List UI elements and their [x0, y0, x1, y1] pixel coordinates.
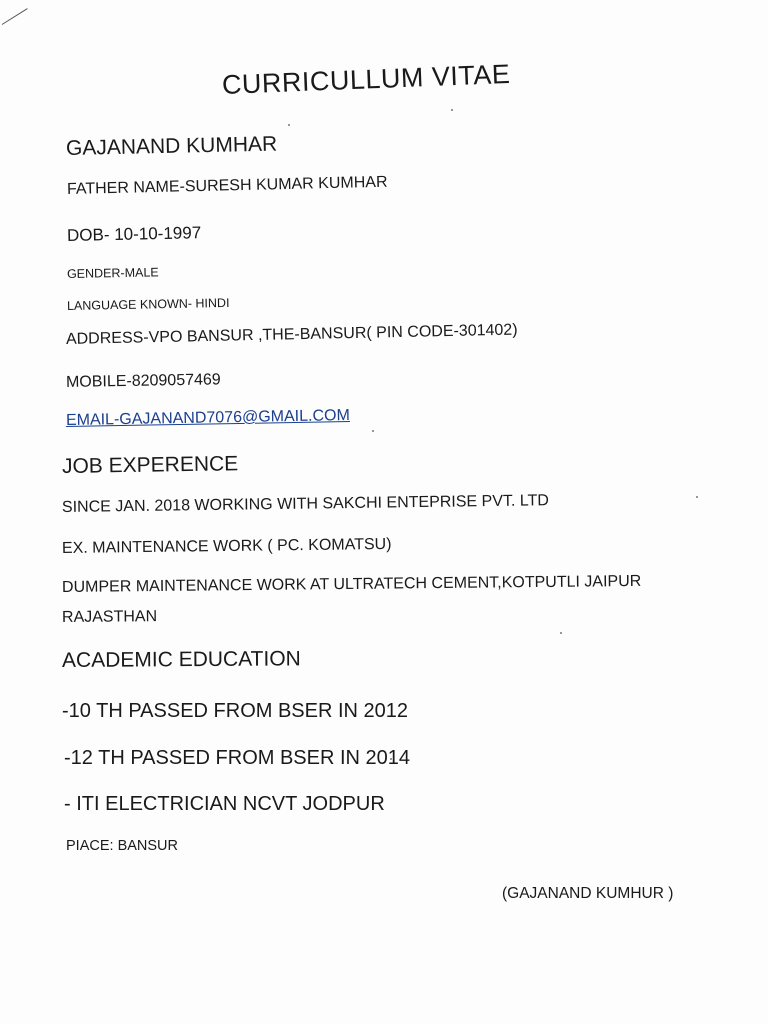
scan-artifact-line	[2, 8, 28, 25]
job-experience-line: DUMPER MAINTENANCE WORK AT ULTRATECH CEMENT,KOTPUTLI JAIPUR	[61, 572, 642, 596]
scan-speck	[372, 430, 374, 432]
address: ADDRESS-VPO BANSUR ,THE-BANSUR( PIN CODE-301402)	[65, 321, 518, 348]
languages-known: LANGUAGE KNOWN- HINDI	[66, 295, 230, 313]
education-item: - ITI ELECTRICIAN NCVT JODPUR	[64, 793, 385, 815]
applicant-name: GAJANAND KUMHAR	[65, 132, 278, 160]
place: PIACE: BANSUR	[66, 838, 178, 854]
signature-name: (GAJANAND KUMHUR )	[502, 885, 674, 902]
job-experience-line: RAJASTHAN	[61, 608, 158, 626]
education-item: -10 TH PASSED FROM BSER IN 2012	[62, 700, 409, 722]
job-experience-line: SINCE JAN. 2018 WORKING WITH SAKCHI ENTEPRISE PVT. LTD	[61, 492, 549, 516]
scan-speck	[451, 109, 453, 111]
father-name: FATHER NAME-SURESH KUMAR KUMHAR	[66, 173, 388, 198]
email-link[interactable]: EMAIL-GAJANAND7076@GMAIL.COM	[65, 407, 350, 429]
scan-speck	[288, 124, 290, 126]
job-experience-line: EX. MAINTENANCE WORK ( PC. KOMATSU)	[61, 535, 392, 557]
education-item: -12 TH PASSED FROM BSER IN 2014	[64, 747, 411, 769]
job-experience-heading: JOB EXPERENCE	[61, 452, 239, 478]
academic-education-heading: ACADEMIC EDUCATION	[61, 647, 301, 672]
mobile-number: MOBILE-8209057469	[65, 371, 221, 391]
gender: GENDER-MALE	[66, 265, 159, 281]
scan-speck	[696, 496, 698, 498]
document-title: CURRICULLUM VITAE	[221, 58, 511, 100]
date-of-birth: DOB- 10-10-1997	[66, 223, 202, 245]
scan-speck	[560, 632, 562, 634]
